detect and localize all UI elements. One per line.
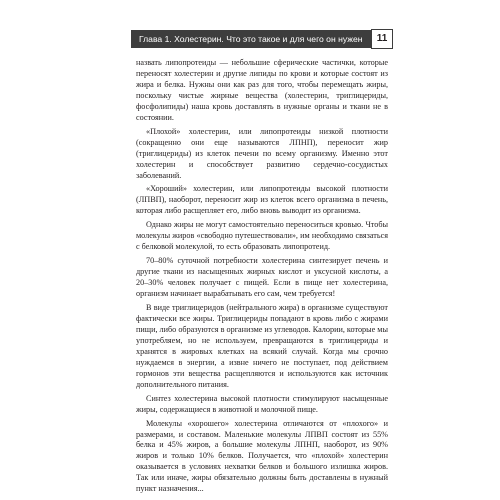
page-body — [136, 58, 388, 498]
paragraph-continuation: назвать липопротеиды — небольшие сферические частички, которые переносят холестерин и другие липиды по крови и которые состоят из жира и белка. Нужны они как раз для того, чтобы перемещать жиры, поскольку чистые жирные вещества (холестерин, триглицериды, фосфолипиды) наша кровь доставлять в нужные органы и ткани не в состоянии. — [136, 58, 388, 122]
paragraph-fat-transport: Однако жиры не могут самостоятельно переноситься кровью. Чтобы молекулы жиров «свободно путешествовали», им необходимо связаться с белковой молекулой, то есть образовать липопротеид. — [136, 220, 388, 252]
paragraph-triglycerides: В виде триглицеридов (нейтрального жира) в организме существуют фактически все жиры. Триглицериды попадают в кровь либо с жирами пищи, либо образуются в организме из углеводов. Калории, которые мы употребляем, но не используем, превращаются в триглицериды и хранятся в жировых клетках на всякий случай. Когда мы срочно нуждаемся в энергии, а извне ничего не поступает, под действием гормонов эти вещества расщепляются и используются как источник дополнительного питания. — [136, 303, 388, 389]
paragraph-good-cholesterol: «Хороший» холестерин, или липопротеиды высокой плотности (ЛПВП), наоборот, переносит жир из клеток всего организма в печень, которая либо расщепляет его, либо вновь выводит из организма. — [136, 184, 388, 216]
paragraph-bad-cholesterol: «Плохой» холестерин, или липопротеиды низкой плотности (сокращенно они еще называются ЛПНП), переносит жир (триглицериды) из клеток печени по всему организму. Именно этот холестерин и способствует развитию сердечно-сосудистых заболеваний. — [136, 126, 388, 180]
paragraph-molecule-composition: Молекулы «хорошего» холестерина отличаются от «плохого» и размерами, и составом. Маленькие молекулы ЛПВП состоят из 55% белка и 45% жиров, а большие молекулы ЛПНП, наоборот, из 90% жиров и только 10% белков. Получается, что «плохой» холестерин оказывается в условиях нехватки белков и большого излишка жиров. Так или иначе, жиры обязательно должны быть доставлены в нужный пункт назначения... — [136, 418, 388, 494]
paragraph-synthesis-percent: 70–80% суточной потребности холестерина синтезирует печень и другие ткани из насыщенных жирных кислот и уксусной кислоты, а 20–30% человек получает с пищей. Если в пище нет холестерина, организм начинает вырабатывать его сам, чем требуется! — [136, 256, 388, 299]
paragraph-hdl-synthesis: Синтез холестерина высокой плотности стимулируют насыщенные жиры, содержащиеся в животной и молочной пище. — [136, 393, 388, 414]
chapter-header: Глава 1. Холестерин. Что это такое и для чего он нужен — [131, 30, 379, 48]
page-number: 11 — [371, 29, 393, 49]
